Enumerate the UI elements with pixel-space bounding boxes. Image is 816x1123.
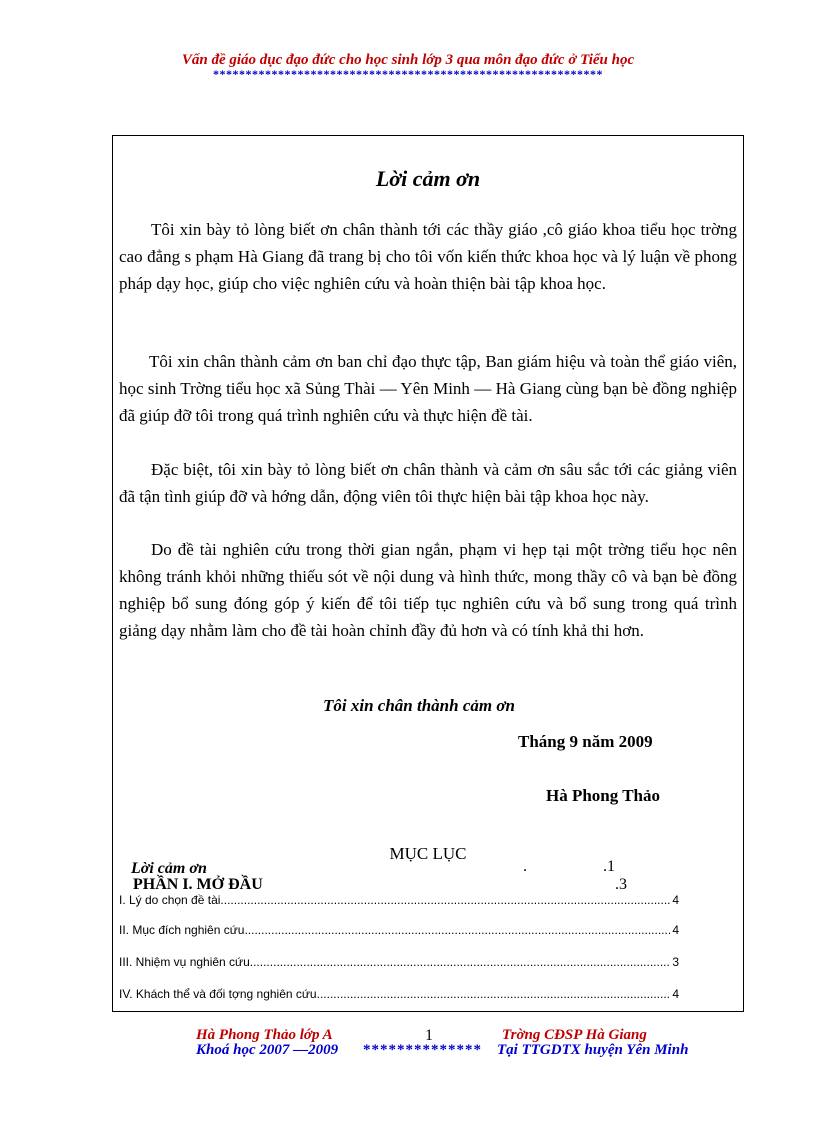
toc-row xyxy=(119,955,679,969)
ack-signer: Hà Phong Thảo xyxy=(546,786,661,805)
footer-stars: ************** xyxy=(363,1042,482,1058)
header-title: Vấn đề giáo dục đạo đức cho học sinh lớp 3 qua môn đạo đức ở Tiểu học xyxy=(181,52,635,68)
toc-title: MỤC LỤC xyxy=(389,844,467,863)
ack-paragraph-3: Đặc biệt, tôi xin bày tỏ lòng biết ơn chân thành và cảm ơn sâu sắc tới các giảng viên đã tận tình giúp đỡ và hớng dẫn, động viên tôi thực hiện bài tập khoa học này. xyxy=(119,460,737,506)
ack-paragraph-2: Tôi xin chân thành cảm ơn ban chỉ đạo thực tập, Ban giám hiệu và toàn thể giáo viên, học sinh Trờng tiểu học xã Sủng Thài — Yên Minh — Hà Giang cùng bạn bè đồng nghiệp đã giúp đỡ tôi trong quá trình nghiên cứu và thực hiện đề tài. xyxy=(119,352,737,425)
toc-row xyxy=(119,923,679,937)
toc-row-label: III. Nhiệm vụ nghiên cứu xyxy=(119,955,250,969)
toc-row-page: 4 xyxy=(672,893,679,907)
footer-school: Trờng CĐSP Hà Giang xyxy=(502,1027,647,1043)
toc-ack-entry: Lời cảm ơn xyxy=(131,860,207,877)
toc-row-label: II. Mục đích nghiên cứu xyxy=(119,923,245,937)
toc-row-leader xyxy=(317,987,671,1001)
toc-row-page: 3 xyxy=(672,955,679,969)
toc-part-entry: PHẦN I. MỞ ĐẦU xyxy=(133,876,263,893)
toc-row-leader xyxy=(220,893,670,907)
toc-row-label: IV. Khách thể và đối tợng nghiên cứu xyxy=(119,987,317,1001)
toc-ack-page: .1 xyxy=(603,858,615,875)
toc-part-page: .3 xyxy=(615,876,627,893)
toc-row-page: 4 xyxy=(672,923,679,937)
ack-title: Lời cảm ơn xyxy=(375,166,481,191)
ack-paragraph-1: Tôi xin bày tỏ lòng biết ơn chân thành tới các thầy giáo ,cô giáo khoa tiểu học trờng cao đẳng s phạm Hà Giang đã trang bị cho tôi vốn kiến thức khoa học và lý luận về phong pháp dạy học, giúp cho việc nghiên cứu và hoàn thiện bài tập khoa học. xyxy=(119,220,737,293)
ack-closing: Tôi xin chân thành cảm ơn xyxy=(323,696,515,715)
toc-row-label: I. Lý do chọn đề tài xyxy=(119,893,221,907)
toc-row-page: 4 xyxy=(672,987,679,1001)
toc-row-leader xyxy=(244,923,670,937)
toc-ack-dot: . xyxy=(523,858,527,875)
header-stars-divider: ************************************************************ xyxy=(213,67,603,81)
footer-page-number: 1 xyxy=(425,1027,433,1044)
toc-row xyxy=(119,987,679,1001)
footer-author-class: Hà Phong Thảo lớp A xyxy=(196,1027,333,1043)
toc-row-leader xyxy=(250,955,671,969)
footer-course: Khoá học 2007 —2009 xyxy=(196,1042,339,1058)
ack-date: Tháng 9 năm 2009 xyxy=(518,732,653,751)
footer-location: Tại TTGDTX huyện Yên Minh xyxy=(497,1042,689,1058)
toc-row xyxy=(119,893,679,907)
page-frame xyxy=(112,135,744,1012)
ack-paragraph-4: Do đề tài nghiên cứu trong thời gian ngắn, phạm vi hẹp tại một trờng tiểu học nên không tránh khỏi những thiếu sót về nội dung và hình thức, mong thầy cô và bạn bè đồng nghiệp bổ sung đóng góp ý kiến để tôi tiếp tục nghiên cứu và bổ sung trong quá trình giảng dạy nhằm làm cho đề tài hoàn chỉnh đầy đủ hơn và có tính khả thi hơn. xyxy=(119,540,737,640)
